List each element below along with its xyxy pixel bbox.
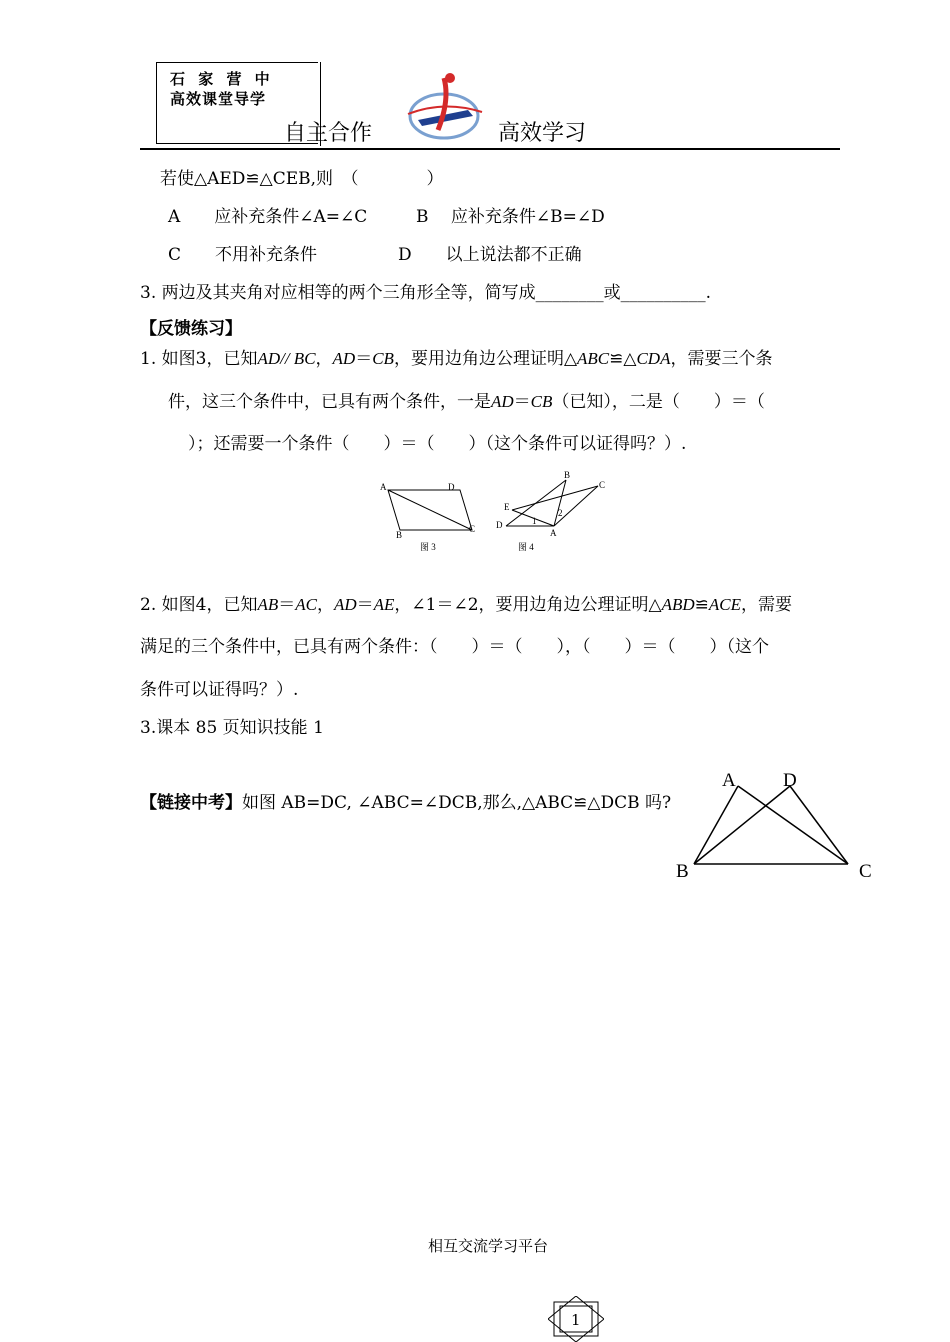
fig3-label-c: C bbox=[469, 524, 476, 534]
fig4-label-d: D bbox=[496, 520, 503, 530]
exam-fig-label-d: D bbox=[783, 770, 797, 791]
exam-link bbox=[140, 792, 671, 814]
exam-fig-label-c: C bbox=[859, 861, 872, 882]
feedback-q1-line1: 1. 如图3，已知AD// BC，AD＝CB，要用边角边公理证明△ABC≌△CDA，需要三个条 bbox=[140, 349, 773, 369]
fig3-label-d: D bbox=[448, 482, 455, 492]
slogan-right: 高效学习 bbox=[498, 121, 587, 146]
exam-figure bbox=[670, 766, 880, 886]
figure-4 bbox=[496, 466, 616, 558]
fig4-label-2: 2 bbox=[558, 508, 563, 518]
fig3-label-a: A bbox=[380, 482, 387, 492]
feedback-q2-line3: 条件可以证得吗？）. bbox=[140, 680, 299, 700]
footer-text: 相互交流学习平台 bbox=[428, 1237, 549, 1255]
feedback-q3: 3.课本 85 页知识技能 1 bbox=[140, 718, 324, 738]
fig4-label-c: C bbox=[599, 480, 606, 490]
exam-link-text: 如图 AB=DC, ∠ABC=∠DCB,那么,△ABC≌△DCB 吗? bbox=[242, 793, 672, 813]
question-3: 3. 两边及其夹角对应相等的两个三角形全等，简写成________或__________. bbox=[140, 283, 712, 303]
prev-question-stem: 若使△AED≌△CEB,则 （ ） bbox=[160, 169, 444, 189]
figure-3 bbox=[376, 478, 486, 558]
feedback-title: 【反馈练习】 bbox=[140, 319, 242, 339]
option-c: C 不用补充条件 bbox=[168, 245, 318, 265]
option-a: A 应补充条件∠A=∠C bbox=[168, 207, 368, 227]
feedback-q1-line2: 件，这三个条件中，已具有两个条件，一是AD＝CB（已知），二是（ ）＝（ bbox=[168, 392, 765, 412]
school-logo bbox=[398, 70, 490, 142]
fig4-label-1: 1 bbox=[532, 516, 537, 526]
fig3-diagonal bbox=[388, 490, 472, 530]
fig4-label-a: A bbox=[550, 528, 557, 538]
option-d: D 以上说法都不正确 bbox=[398, 245, 582, 265]
exam-link-title: 【链接中考】 bbox=[140, 793, 242, 813]
exam-fig-label-b: B bbox=[676, 861, 689, 882]
exam-fig-label-a: A bbox=[722, 770, 736, 791]
fig4-label-b: B bbox=[564, 470, 571, 480]
fig4-label-e: E bbox=[504, 502, 510, 512]
feedback-q2-line2: 满足的三个条件中，已具有两个条件：（ ）＝（ ），（ ）＝（ ）（这个 bbox=[140, 637, 769, 657]
fig4-caption: 图 4 bbox=[518, 542, 534, 552]
exam-fig-line-bd bbox=[694, 786, 790, 864]
option-b: B 应补充条件∠B=∠D bbox=[416, 207, 605, 227]
fig3-label-b: B bbox=[396, 530, 403, 540]
school-name-line1: 石 家 营 中 bbox=[170, 70, 274, 88]
slogan-left: 自主合作 bbox=[284, 121, 373, 146]
exam-fig-line-ac bbox=[738, 786, 848, 864]
school-name-line2: 高效课堂导学 bbox=[170, 90, 267, 108]
feedback-q2-line1: 2. 如图4，已知AB＝AC，AD＝AE，∠1＝∠2，要用边角边公理证明△ABD≌ACE，需要 bbox=[140, 595, 793, 615]
exam-fig-line-ba bbox=[694, 786, 738, 864]
fig4-line-ba bbox=[554, 480, 566, 526]
header-divider bbox=[140, 148, 840, 150]
exam-fig-line-dc bbox=[790, 786, 848, 864]
fig3-caption: 图 3 bbox=[420, 542, 436, 552]
feedback-q1-line3: ）；还需要一个条件（ ）＝（ ）（这个条件可以证得吗？）. bbox=[188, 434, 687, 454]
page-number: 1 bbox=[571, 1311, 581, 1329]
